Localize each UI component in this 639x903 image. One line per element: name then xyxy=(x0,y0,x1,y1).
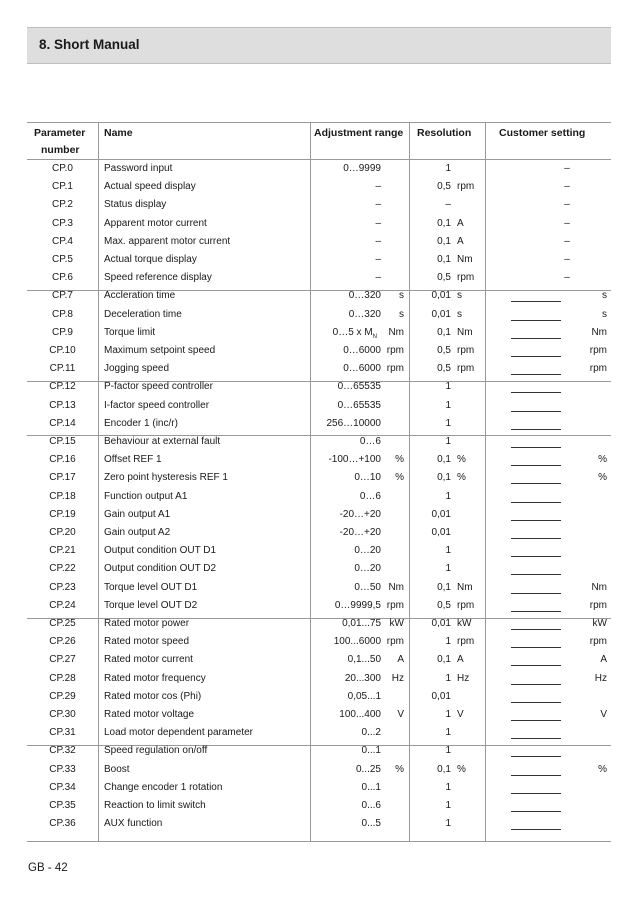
param-number: CP.20 xyxy=(49,527,76,538)
customer-setting-field[interactable] xyxy=(511,520,561,521)
column-divider xyxy=(98,123,99,841)
range-value: – xyxy=(375,199,381,211)
resolution-value: 1 xyxy=(445,745,451,757)
range-unit: % xyxy=(395,763,404,775)
range-value: 0…50 xyxy=(354,581,381,593)
param-name: Offset REF 1 xyxy=(104,454,162,466)
range-value: 0…6 xyxy=(359,436,381,447)
header-number: number xyxy=(41,144,80,156)
customer-setting-field[interactable] xyxy=(511,556,561,557)
param-name: Behaviour at external fault xyxy=(104,436,221,447)
range-unit: Nm xyxy=(388,581,404,593)
param-number: CP.16 xyxy=(49,454,76,466)
customer-setting-field[interactable] xyxy=(511,793,561,794)
resolution-unit: A xyxy=(457,654,464,666)
param-number: CP.4 xyxy=(52,235,73,247)
param-name: Torque limit xyxy=(104,326,156,338)
page-number: GB - 42 xyxy=(28,862,68,874)
param-number: CP.34 xyxy=(49,781,76,793)
range-value: 0,1...50 xyxy=(347,654,381,666)
customer-setting-unit: V xyxy=(600,709,607,720)
resolution-value: 1 xyxy=(445,727,451,739)
customer-setting-unit: A xyxy=(600,654,607,666)
resolution-value: 1 xyxy=(445,818,451,830)
resolution-unit: % xyxy=(457,454,466,466)
customer-setting-field[interactable] xyxy=(511,702,561,703)
param-name: P-factor speed controller xyxy=(104,381,213,393)
customer-setting-unit: s xyxy=(602,290,607,302)
param-number: CP.30 xyxy=(49,709,76,720)
customer-setting-unit: rpm xyxy=(589,345,607,356)
param-name: I-factor speed controller xyxy=(104,399,210,411)
customer-setting-field[interactable] xyxy=(511,811,561,812)
column-divider xyxy=(485,123,486,841)
range-value: 0…65535 xyxy=(337,399,381,411)
param-name: Output condition OUT D1 xyxy=(104,545,217,557)
resolution-value: 0,1 xyxy=(437,254,451,265)
range-unit: rpm xyxy=(386,363,404,375)
range-unit: Hz xyxy=(391,672,404,684)
range-value: – xyxy=(375,272,381,284)
range-value: – xyxy=(375,217,381,229)
param-number: CP.36 xyxy=(49,818,76,830)
range-unit: Nm xyxy=(388,326,404,338)
customer-setting-value: – xyxy=(564,181,570,193)
resolution-value: 0,1 xyxy=(437,763,451,775)
range-unit: kW xyxy=(389,618,404,629)
customer-setting-field[interactable] xyxy=(511,738,561,739)
param-number: CP.19 xyxy=(49,508,76,520)
header-name: Name xyxy=(104,127,133,139)
resolution-unit: % xyxy=(457,472,466,484)
resolution-value: 0,01 xyxy=(431,308,451,320)
param-number: CP.29 xyxy=(49,690,76,702)
range-value: 0…320 xyxy=(348,308,381,320)
range-value: – xyxy=(375,235,381,247)
range-unit: s xyxy=(399,290,404,302)
resolution-unit: % xyxy=(457,763,466,775)
param-name: Encoder 1 (inc/r) xyxy=(104,417,178,429)
resolution-value: 0,5 xyxy=(437,599,451,611)
range-value: 100...6000 xyxy=(333,636,381,648)
resolution-unit: rpm xyxy=(457,181,475,193)
header-parameter: Parameter xyxy=(34,127,86,139)
param-name: Reaction to limit switch xyxy=(104,800,206,811)
resolution-value: 0,1 xyxy=(437,472,451,484)
range-unit: A xyxy=(397,654,404,666)
param-number: CP.11 xyxy=(49,363,76,375)
customer-setting-unit: % xyxy=(598,472,607,484)
param-name: Gain output A1 xyxy=(104,508,171,520)
range-value: 100...400 xyxy=(339,709,381,720)
param-number: CP.14 xyxy=(49,417,76,429)
customer-setting-value: – xyxy=(564,254,570,265)
param-name: Rated motor current xyxy=(104,654,193,666)
param-number: CP.35 xyxy=(49,800,76,811)
param-name: Deceleration time xyxy=(104,308,182,320)
param-number: CP.2 xyxy=(52,199,73,211)
customer-setting-value: – xyxy=(564,163,570,174)
customer-setting-field[interactable] xyxy=(511,392,561,393)
resolution-value: 1 xyxy=(445,800,451,811)
customer-setting-field[interactable] xyxy=(511,502,561,503)
param-number: CP.24 xyxy=(49,599,76,611)
range-value: 0…6000 xyxy=(343,345,381,356)
section-header-bar xyxy=(27,27,611,64)
param-name: Password input xyxy=(104,163,173,174)
param-number: CP.3 xyxy=(52,217,73,229)
param-name: Torque level OUT D1 xyxy=(104,581,198,593)
range-value: 0...2 xyxy=(361,727,381,739)
range-value: – xyxy=(375,254,381,265)
param-number: CP.1 xyxy=(52,181,73,193)
param-name: Change encoder 1 rotation xyxy=(104,781,223,793)
resolution-value: – xyxy=(445,199,451,211)
header-customer-setting: Customer setting xyxy=(499,127,586,139)
parameter-table xyxy=(27,122,611,842)
resolution-value: 0,01 xyxy=(431,618,451,629)
range-value: 0,01...75 xyxy=(342,618,381,629)
resolution-unit: rpm xyxy=(457,636,475,648)
range-value: 0…20 xyxy=(354,545,381,557)
customer-setting-unit: rpm xyxy=(589,636,607,648)
param-name: Function output A1 xyxy=(104,490,188,502)
resolution-value: 1 xyxy=(445,381,451,393)
range-unit: rpm xyxy=(386,345,404,356)
param-name: Rated motor voltage xyxy=(104,709,195,720)
range-value: 0…65535 xyxy=(337,381,381,393)
param-number: CP.32 xyxy=(49,745,76,757)
param-name: Speed regulation on/off xyxy=(104,745,208,757)
range-value: -20…+20 xyxy=(339,527,381,538)
section-title: 8. Short Manual xyxy=(39,37,140,52)
customer-setting-unit: rpm xyxy=(589,599,607,611)
range-value: -100…+100 xyxy=(328,454,381,466)
param-name: Max. apparent motor current xyxy=(104,235,231,247)
customer-setting-value: – xyxy=(564,217,570,229)
resolution-value: 1 xyxy=(445,636,451,648)
resolution-value: 1 xyxy=(445,545,451,557)
customer-setting-unit: % xyxy=(598,763,607,775)
range-value: 0...6 xyxy=(361,800,381,811)
param-number: CP.15 xyxy=(49,436,76,447)
param-number: CP.10 xyxy=(49,345,76,356)
range-value: 0...1 xyxy=(361,745,381,757)
param-number: CP.23 xyxy=(49,581,76,593)
range-unit: rpm xyxy=(386,636,404,648)
resolution-value: 1 xyxy=(445,163,451,174)
customer-setting-field[interactable] xyxy=(511,411,561,412)
param-number: CP.12 xyxy=(49,381,76,393)
param-number: CP.17 xyxy=(49,472,76,484)
param-name: Rated motor frequency xyxy=(104,672,206,684)
resolution-value: 1 xyxy=(445,672,451,684)
range-value: 0...5 xyxy=(361,818,381,830)
param-number: CP.27 xyxy=(49,654,76,666)
range-value: 0…6 xyxy=(359,490,381,502)
param-number: CP.33 xyxy=(49,763,76,775)
range-value: -20…+20 xyxy=(339,508,381,520)
param-name: AUX function xyxy=(104,818,163,830)
param-number: CP.6 xyxy=(52,272,73,284)
resolution-value: 0,5 xyxy=(437,363,451,375)
range-unit: % xyxy=(395,454,404,466)
range-value: 0,05...1 xyxy=(347,690,381,702)
resolution-unit: A xyxy=(457,235,464,247)
param-number: CP.25 xyxy=(49,618,76,629)
resolution-value: 0,01 xyxy=(431,690,451,702)
param-name: Actual speed display xyxy=(104,181,196,193)
customer-setting-unit: Hz xyxy=(594,672,607,684)
param-number: CP.28 xyxy=(49,672,76,684)
range-unit: V xyxy=(397,709,404,720)
param-name: Actual torque display xyxy=(104,254,197,265)
range-value: 0…10 xyxy=(354,472,381,484)
range-value: – xyxy=(375,181,381,193)
resolution-value: 0,5 xyxy=(437,272,451,284)
range-value: 0…5 x $M_N$ xyxy=(332,326,377,340)
resolution-value: 0,1 xyxy=(437,581,451,593)
resolution-value: 0,5 xyxy=(437,181,451,193)
range-value: 0…9999 xyxy=(343,163,381,174)
resolution-unit: rpm xyxy=(457,363,475,375)
customer-setting-unit: % xyxy=(598,454,607,466)
range-value: 0...25 xyxy=(355,763,381,775)
customer-setting-unit: Nm xyxy=(591,581,607,593)
param-name: Status display xyxy=(104,199,167,211)
customer-setting-field[interactable] xyxy=(511,574,561,575)
param-number: CP.8 xyxy=(52,308,73,320)
param-number: CP.5 xyxy=(52,254,73,265)
param-name: Maximum setpoint speed xyxy=(104,345,216,356)
resolution-value: 1 xyxy=(445,490,451,502)
customer-setting-unit: kW xyxy=(592,618,607,629)
resolution-unit: Nm xyxy=(457,581,473,593)
resolution-unit: kW xyxy=(457,618,472,629)
param-name: Zero point hysteresis REF 1 xyxy=(104,472,228,484)
resolution-value: 0,1 xyxy=(437,654,451,666)
resolution-value: 1 xyxy=(445,563,451,575)
customer-setting-field[interactable] xyxy=(511,829,561,830)
resolution-unit: s xyxy=(457,290,462,302)
resolution-value: 0,1 xyxy=(437,454,451,466)
range-subscript: N xyxy=(372,333,377,340)
param-name: Output condition OUT D2 xyxy=(104,563,217,575)
resolution-unit: Hz xyxy=(457,672,470,684)
resolution-unit: Nm xyxy=(457,254,473,265)
param-number: CP.21 xyxy=(49,545,76,557)
resolution-value: 0,01 xyxy=(431,290,451,302)
resolution-value: 0,5 xyxy=(437,345,451,356)
range-value: 0…6000 xyxy=(343,363,381,375)
param-number: CP.9 xyxy=(52,326,73,338)
row-separator xyxy=(27,159,611,160)
customer-setting-field[interactable] xyxy=(511,756,561,757)
resolution-unit: rpm xyxy=(457,345,475,356)
resolution-unit: Nm xyxy=(457,326,473,338)
resolution-value: 1 xyxy=(445,399,451,411)
customer-setting-value: – xyxy=(564,272,570,284)
param-name: Rated motor power xyxy=(104,618,190,629)
range-value: 0…9999,5 xyxy=(334,599,381,611)
customer-setting-value: – xyxy=(564,235,570,247)
range-value: 0…20 xyxy=(354,563,381,575)
param-number: CP.0 xyxy=(52,163,73,174)
param-number: CP.7 xyxy=(52,290,73,302)
range-value: 0…320 xyxy=(348,290,381,302)
range-unit: s xyxy=(399,308,404,320)
customer-setting-field[interactable] xyxy=(511,447,561,448)
param-name: Boost xyxy=(104,763,130,775)
resolution-value: 0,01 xyxy=(431,508,451,520)
param-number: CP.13 xyxy=(49,399,76,411)
customer-setting-unit: s xyxy=(602,308,607,320)
range-value: 0...1 xyxy=(361,781,381,793)
resolution-value: 0,1 xyxy=(437,326,451,338)
resolution-unit: V xyxy=(457,709,464,720)
customer-setting-field[interactable] xyxy=(511,538,561,539)
header-adjustment-range: Adjustment range xyxy=(314,127,404,139)
param-number: CP.18 xyxy=(49,490,76,502)
resolution-value: 1 xyxy=(445,781,451,793)
customer-setting-value: – xyxy=(564,199,570,211)
resolution-value: 1 xyxy=(445,417,451,429)
param-name: Rated motor cos (Phi) xyxy=(104,690,202,702)
param-name: Gain output A2 xyxy=(104,527,171,538)
customer-setting-unit: rpm xyxy=(589,363,607,375)
range-value: 256…10000 xyxy=(326,417,381,429)
range-value: 20...300 xyxy=(344,672,381,684)
customer-setting-field[interactable] xyxy=(511,429,561,430)
param-name: Jogging speed xyxy=(104,363,170,375)
param-name: Speed reference display xyxy=(104,272,212,284)
resolution-unit: s xyxy=(457,308,462,320)
param-name: Load motor dependent parameter xyxy=(104,727,253,739)
param-name: Apparent motor current xyxy=(104,217,207,229)
resolution-value: 1 xyxy=(445,436,451,447)
resolution-value: 0,1 xyxy=(437,235,451,247)
resolution-value: 1 xyxy=(445,709,451,720)
param-number: CP.31 xyxy=(49,727,76,739)
header-resolution: Resolution xyxy=(417,127,472,139)
range-unit: % xyxy=(395,472,404,484)
param-number: CP.22 xyxy=(49,563,76,575)
resolution-value: 0,01 xyxy=(431,527,451,538)
param-number: CP.26 xyxy=(49,636,76,648)
range-unit: rpm xyxy=(386,599,404,611)
param-name: Rated motor speed xyxy=(104,636,190,648)
resolution-unit: A xyxy=(457,217,464,229)
resolution-unit: rpm xyxy=(457,599,475,611)
resolution-unit: rpm xyxy=(457,272,475,284)
param-name: Accleration time xyxy=(104,290,176,302)
param-name: Torque level OUT D2 xyxy=(104,599,198,611)
resolution-value: 0,1 xyxy=(437,217,451,229)
customer-setting-unit: Nm xyxy=(591,326,607,338)
